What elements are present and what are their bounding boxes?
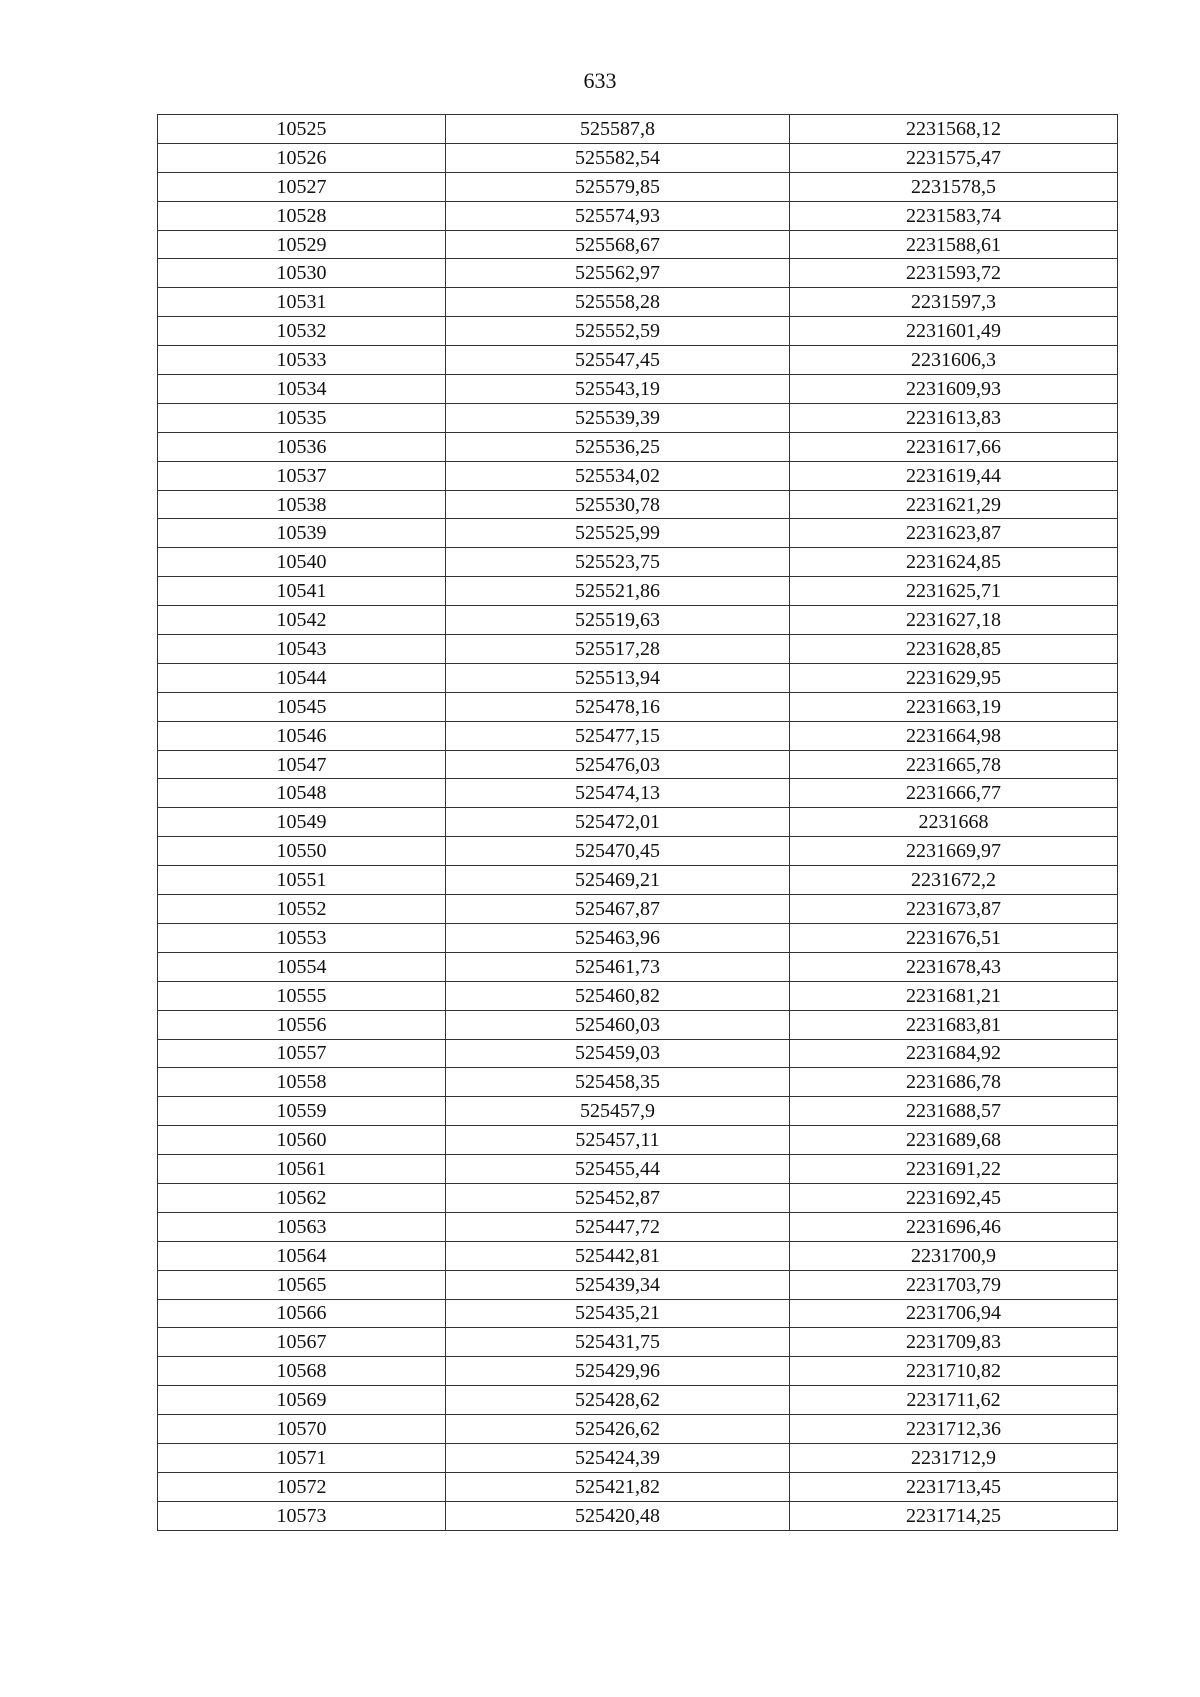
point-number-cell: 10539 xyxy=(158,519,446,548)
table-row xyxy=(158,1386,1118,1415)
x-coordinate-cell: 525455,44 xyxy=(446,1155,790,1184)
table-row xyxy=(158,577,1118,606)
x-coordinate-cell: 525558,28 xyxy=(446,288,790,317)
x-coordinate-cell: 525587,8 xyxy=(446,115,790,144)
x-coordinate-cell: 525421,82 xyxy=(446,1472,790,1501)
x-coordinate-cell: 525472,01 xyxy=(446,808,790,837)
table-row xyxy=(158,490,1118,519)
table-row xyxy=(158,548,1118,577)
x-coordinate-cell: 525458,35 xyxy=(446,1068,790,1097)
x-coordinate-cell: 525431,75 xyxy=(446,1328,790,1357)
y-coordinate-cell: 2231692,45 xyxy=(790,1183,1118,1212)
point-number-cell: 10552 xyxy=(158,895,446,924)
point-number-cell: 10537 xyxy=(158,461,446,490)
point-number-cell: 10573 xyxy=(158,1501,446,1530)
table-row xyxy=(158,952,1118,981)
point-number-cell: 10553 xyxy=(158,923,446,952)
y-coordinate-cell: 2231606,3 xyxy=(790,346,1118,375)
y-coordinate-cell: 2231706,94 xyxy=(790,1299,1118,1328)
table-row xyxy=(158,1212,1118,1241)
point-number-cell: 10535 xyxy=(158,403,446,432)
x-coordinate-cell: 525428,62 xyxy=(446,1386,790,1415)
x-coordinate-cell: 525460,82 xyxy=(446,981,790,1010)
y-coordinate-cell: 2231676,51 xyxy=(790,923,1118,952)
point-number-cell: 10544 xyxy=(158,663,446,692)
point-number-cell: 10531 xyxy=(158,288,446,317)
table-row xyxy=(158,1183,1118,1212)
point-number-cell: 10526 xyxy=(158,143,446,172)
x-coordinate-cell: 525435,21 xyxy=(446,1299,790,1328)
table-row xyxy=(158,230,1118,259)
y-coordinate-cell: 2231678,43 xyxy=(790,952,1118,981)
point-number-cell: 10525 xyxy=(158,115,446,144)
x-coordinate-cell: 525568,67 xyxy=(446,230,790,259)
x-coordinate-cell: 525470,45 xyxy=(446,837,790,866)
x-coordinate-cell: 525543,19 xyxy=(446,375,790,404)
x-coordinate-cell: 525439,34 xyxy=(446,1270,790,1299)
table-row xyxy=(158,1155,1118,1184)
y-coordinate-cell: 2231617,66 xyxy=(790,432,1118,461)
point-number-cell: 10528 xyxy=(158,201,446,230)
y-coordinate-cell: 2231629,95 xyxy=(790,663,1118,692)
x-coordinate-cell: 525574,93 xyxy=(446,201,790,230)
point-number-cell: 10547 xyxy=(158,750,446,779)
table-row xyxy=(158,895,1118,924)
y-coordinate-cell: 2231700,9 xyxy=(790,1241,1118,1270)
y-coordinate-cell: 2231712,9 xyxy=(790,1443,1118,1472)
table-row xyxy=(158,635,1118,664)
x-coordinate-cell: 525547,45 xyxy=(446,346,790,375)
point-number-cell: 10562 xyxy=(158,1183,446,1212)
y-coordinate-cell: 2231684,92 xyxy=(790,1039,1118,1068)
table-row xyxy=(158,1126,1118,1155)
y-coordinate-cell: 2231696,46 xyxy=(790,1212,1118,1241)
x-coordinate-cell: 525552,59 xyxy=(446,317,790,346)
point-number-cell: 10565 xyxy=(158,1270,446,1299)
point-number-cell: 10559 xyxy=(158,1097,446,1126)
table-row xyxy=(158,1241,1118,1270)
y-coordinate-cell: 2231691,22 xyxy=(790,1155,1118,1184)
point-number-cell: 10570 xyxy=(158,1415,446,1444)
page-number: 633 xyxy=(583,68,617,93)
y-coordinate-cell: 2231583,74 xyxy=(790,201,1118,230)
table-row xyxy=(158,750,1118,779)
y-coordinate-cell: 2231578,5 xyxy=(790,172,1118,201)
point-number-cell: 10538 xyxy=(158,490,446,519)
x-coordinate-cell: 525457,9 xyxy=(446,1097,790,1126)
table-row xyxy=(158,1328,1118,1357)
point-number-cell: 10568 xyxy=(158,1357,446,1386)
x-coordinate-cell: 525426,62 xyxy=(446,1415,790,1444)
point-number-cell: 10564 xyxy=(158,1241,446,1270)
coordinates-table xyxy=(157,114,1118,1531)
point-number-cell: 10551 xyxy=(158,866,446,895)
table-row xyxy=(158,1039,1118,1068)
table-row xyxy=(158,837,1118,866)
x-coordinate-cell: 525459,03 xyxy=(446,1039,790,1068)
x-coordinate-cell: 525534,02 xyxy=(446,461,790,490)
point-number-cell: 10567 xyxy=(158,1328,446,1357)
table-row xyxy=(158,1501,1118,1530)
table-row xyxy=(158,923,1118,952)
table-row xyxy=(158,1415,1118,1444)
table-row xyxy=(158,346,1118,375)
table-row xyxy=(158,808,1118,837)
table-row xyxy=(158,721,1118,750)
y-coordinate-cell: 2231712,36 xyxy=(790,1415,1118,1444)
y-coordinate-cell: 2231625,71 xyxy=(790,577,1118,606)
y-coordinate-cell: 2231681,21 xyxy=(790,981,1118,1010)
point-number-cell: 10533 xyxy=(158,346,446,375)
x-coordinate-cell: 525469,21 xyxy=(446,866,790,895)
x-coordinate-cell: 525461,73 xyxy=(446,952,790,981)
y-coordinate-cell: 2231609,93 xyxy=(790,375,1118,404)
table-row xyxy=(158,519,1118,548)
y-coordinate-cell: 2231593,72 xyxy=(790,259,1118,288)
point-number-cell: 10530 xyxy=(158,259,446,288)
x-coordinate-cell: 525429,96 xyxy=(446,1357,790,1386)
table-row xyxy=(158,432,1118,461)
coordinates-table-body xyxy=(158,115,1118,1531)
table-row xyxy=(158,288,1118,317)
y-coordinate-cell: 2231669,97 xyxy=(790,837,1118,866)
table-row xyxy=(158,1270,1118,1299)
y-coordinate-cell: 2231686,78 xyxy=(790,1068,1118,1097)
x-coordinate-cell: 525536,25 xyxy=(446,432,790,461)
table-row xyxy=(158,866,1118,895)
point-number-cell: 10546 xyxy=(158,721,446,750)
point-number-cell: 10572 xyxy=(158,1472,446,1501)
x-coordinate-cell: 525460,03 xyxy=(446,1010,790,1039)
point-number-cell: 10543 xyxy=(158,635,446,664)
point-number-cell: 10534 xyxy=(158,375,446,404)
y-coordinate-cell: 2231601,49 xyxy=(790,317,1118,346)
y-coordinate-cell: 2231597,3 xyxy=(790,288,1118,317)
x-coordinate-cell: 525519,63 xyxy=(446,606,790,635)
table-row xyxy=(158,1357,1118,1386)
x-coordinate-cell: 525420,48 xyxy=(446,1501,790,1530)
point-number-cell: 10532 xyxy=(158,317,446,346)
y-coordinate-cell: 2231703,79 xyxy=(790,1270,1118,1299)
y-coordinate-cell: 2231575,47 xyxy=(790,143,1118,172)
table-row xyxy=(158,143,1118,172)
x-coordinate-cell: 525523,75 xyxy=(446,548,790,577)
y-coordinate-cell: 2231613,83 xyxy=(790,403,1118,432)
x-coordinate-cell: 525477,15 xyxy=(446,721,790,750)
y-coordinate-cell: 2231665,78 xyxy=(790,750,1118,779)
x-coordinate-cell: 525579,85 xyxy=(446,172,790,201)
table-row xyxy=(158,403,1118,432)
table-row xyxy=(158,317,1118,346)
point-number-cell: 10529 xyxy=(158,230,446,259)
y-coordinate-cell: 2231663,19 xyxy=(790,692,1118,721)
table-row xyxy=(158,1097,1118,1126)
y-coordinate-cell: 2231621,29 xyxy=(790,490,1118,519)
x-coordinate-cell: 525463,96 xyxy=(446,923,790,952)
table-row xyxy=(158,1472,1118,1501)
y-coordinate-cell: 2231673,87 xyxy=(790,895,1118,924)
point-number-cell: 10540 xyxy=(158,548,446,577)
y-coordinate-cell: 2231619,44 xyxy=(790,461,1118,490)
y-coordinate-cell: 2231568,12 xyxy=(790,115,1118,144)
x-coordinate-cell: 525517,28 xyxy=(446,635,790,664)
x-coordinate-cell: 525474,13 xyxy=(446,779,790,808)
point-number-cell: 10541 xyxy=(158,577,446,606)
x-coordinate-cell: 525562,97 xyxy=(446,259,790,288)
x-coordinate-cell: 525539,39 xyxy=(446,403,790,432)
table-row xyxy=(158,259,1118,288)
point-number-cell: 10548 xyxy=(158,779,446,808)
x-coordinate-cell: 525442,81 xyxy=(446,1241,790,1270)
table-row xyxy=(158,461,1118,490)
point-number-cell: 10550 xyxy=(158,837,446,866)
table-row xyxy=(158,172,1118,201)
y-coordinate-cell: 2231689,68 xyxy=(790,1126,1118,1155)
table-row xyxy=(158,1299,1118,1328)
y-coordinate-cell: 2231672,2 xyxy=(790,866,1118,895)
point-number-cell: 10560 xyxy=(158,1126,446,1155)
x-coordinate-cell: 525452,87 xyxy=(446,1183,790,1212)
table-row xyxy=(158,663,1118,692)
table-row xyxy=(158,1443,1118,1472)
y-coordinate-cell: 2231668 xyxy=(790,808,1118,837)
table-row xyxy=(158,981,1118,1010)
x-coordinate-cell: 525582,54 xyxy=(446,143,790,172)
y-coordinate-cell: 2231711,62 xyxy=(790,1386,1118,1415)
y-coordinate-cell: 2231628,85 xyxy=(790,635,1118,664)
x-coordinate-cell: 525521,86 xyxy=(446,577,790,606)
y-coordinate-cell: 2231683,81 xyxy=(790,1010,1118,1039)
point-number-cell: 10527 xyxy=(158,172,446,201)
point-number-cell: 10536 xyxy=(158,432,446,461)
table-row xyxy=(158,115,1118,144)
point-number-cell: 10558 xyxy=(158,1068,446,1097)
x-coordinate-cell: 525513,94 xyxy=(446,663,790,692)
x-coordinate-cell: 525457,11 xyxy=(446,1126,790,1155)
x-coordinate-cell: 525478,16 xyxy=(446,692,790,721)
y-coordinate-cell: 2231624,85 xyxy=(790,548,1118,577)
point-number-cell: 10571 xyxy=(158,1443,446,1472)
point-number-cell: 10555 xyxy=(158,981,446,1010)
point-number-cell: 10563 xyxy=(158,1212,446,1241)
x-coordinate-cell: 525424,39 xyxy=(446,1443,790,1472)
x-coordinate-cell: 525467,87 xyxy=(446,895,790,924)
x-coordinate-cell: 525525,99 xyxy=(446,519,790,548)
y-coordinate-cell: 2231664,98 xyxy=(790,721,1118,750)
point-number-cell: 10554 xyxy=(158,952,446,981)
point-number-cell: 10566 xyxy=(158,1299,446,1328)
table-row xyxy=(158,375,1118,404)
y-coordinate-cell: 2231623,87 xyxy=(790,519,1118,548)
table-row xyxy=(158,692,1118,721)
point-number-cell: 10569 xyxy=(158,1386,446,1415)
point-number-cell: 10561 xyxy=(158,1155,446,1184)
table-row xyxy=(158,1010,1118,1039)
y-coordinate-cell: 2231688,57 xyxy=(790,1097,1118,1126)
y-coordinate-cell: 2231709,83 xyxy=(790,1328,1118,1357)
point-number-cell: 10542 xyxy=(158,606,446,635)
point-number-cell: 10549 xyxy=(158,808,446,837)
y-coordinate-cell: 2231710,82 xyxy=(790,1357,1118,1386)
y-coordinate-cell: 2231714,25 xyxy=(790,1501,1118,1530)
x-coordinate-cell: 525476,03 xyxy=(446,750,790,779)
table-row xyxy=(158,606,1118,635)
point-number-cell: 10545 xyxy=(158,692,446,721)
y-coordinate-cell: 2231666,77 xyxy=(790,779,1118,808)
x-coordinate-cell: 525530,78 xyxy=(446,490,790,519)
y-coordinate-cell: 2231627,18 xyxy=(790,606,1118,635)
table-row xyxy=(158,1068,1118,1097)
y-coordinate-cell: 2231713,45 xyxy=(790,1472,1118,1501)
point-number-cell: 10556 xyxy=(158,1010,446,1039)
y-coordinate-cell: 2231588,61 xyxy=(790,230,1118,259)
point-number-cell: 10557 xyxy=(158,1039,446,1068)
table-row xyxy=(158,779,1118,808)
x-coordinate-cell: 525447,72 xyxy=(446,1212,790,1241)
table-row xyxy=(158,201,1118,230)
